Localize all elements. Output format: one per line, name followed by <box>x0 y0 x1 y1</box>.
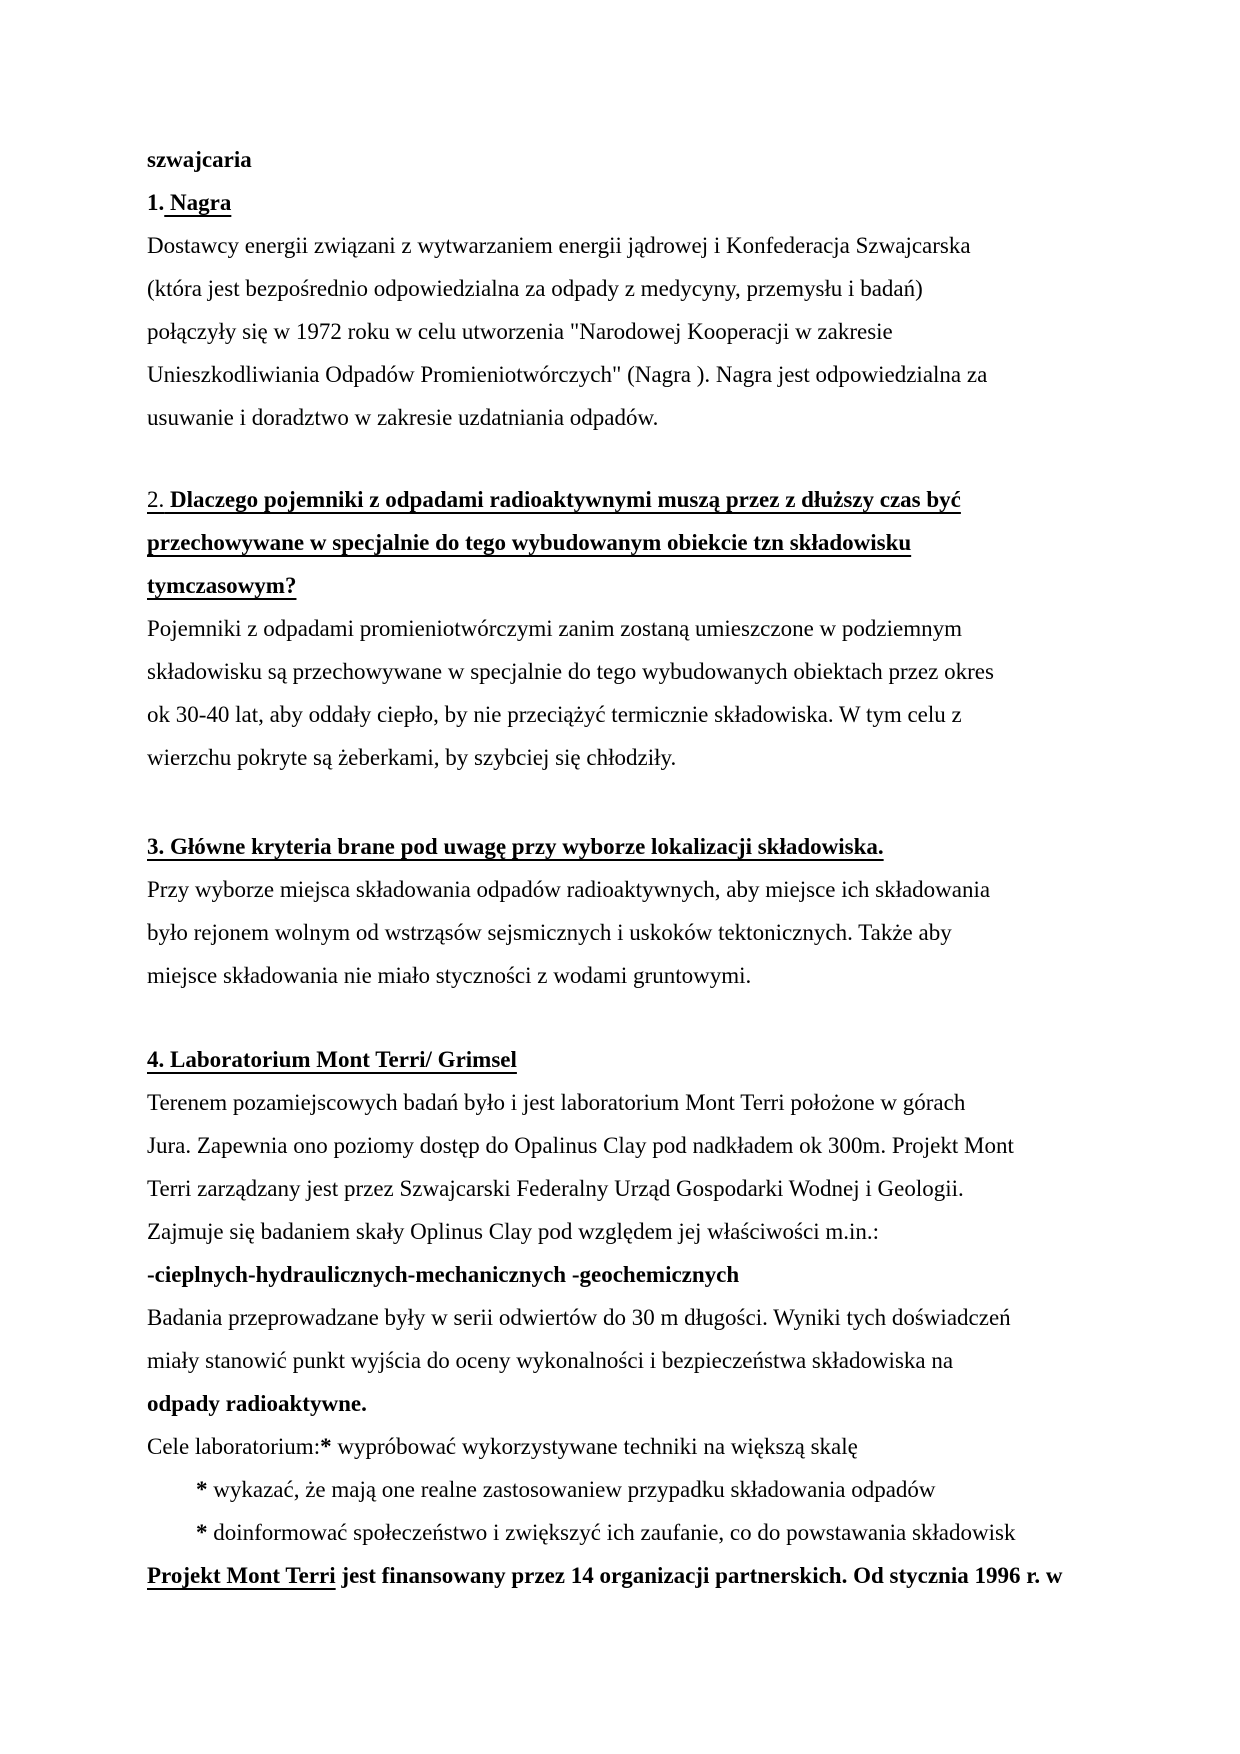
section-3-heading <box>147 825 1110 868</box>
heading-title: Nagra <box>164 190 232 215</box>
section-2-paragraph <box>147 607 1110 779</box>
asterisk-marker: * <box>196 1520 208 1545</box>
goal-item <box>147 1511 1110 1554</box>
section-4-heading <box>147 1038 1110 1081</box>
doc-title: szwajcaria <box>147 147 252 172</box>
goals-intro-line <box>147 1425 1110 1468</box>
paragraph-line: usuwanie i doradztwo w zakresie uzdatniania odpadów. <box>147 405 659 430</box>
section-4-paragraph <box>147 1081 1110 1253</box>
goals-label: Cele laboratorium: <box>147 1434 321 1459</box>
asterisk-marker: * <box>320 1434 332 1459</box>
paragraph-line: Terri zarządzany jest przez Szwajcarski Federalny Urząd Gospodarki Wodnej i Geologii. <box>147 1176 964 1201</box>
paragraph-line: Przy wyborze miejsca składowania odpadów radioaktywnych, aby miejsce ich składowania <box>147 877 991 902</box>
paragraph-line: połączyły się w 1972 roku w celu utworzenia "Narodowej Kooperacji w zakresie <box>147 319 893 344</box>
section-1-heading <box>147 181 1110 224</box>
paragraph-line: miejsce składowania nie miało styczności z wodami gruntowymi. <box>147 963 752 988</box>
heading-title: 4. Laboratorium Mont Terri/ Grimsel <box>147 1047 517 1072</box>
heading-line <box>147 521 1110 564</box>
paragraph-line-bold: odpady radioaktywne. <box>147 1391 367 1416</box>
goal-item <box>147 1468 1110 1511</box>
paragraph-line: Zajmuje się badaniem skały Oplinus Clay pod względem jej właściwości m.in.: <box>147 1219 880 1244</box>
asterisk-marker: * <box>196 1477 208 1502</box>
section-3-paragraph <box>147 868 1110 997</box>
paragraph-line: miały stanowić punkt wyjścia do oceny wykonalności i bezpieczeństwa składowiska na <box>147 1348 954 1373</box>
funding-text: jest finansowany przez 14 organizacji partnerskich. Od stycznia 1996 r. w <box>335 1563 1063 1588</box>
paragraph-line: Badania przeprowadzane były w serii odwiertów do 30 m długości. Wyniki tych doświadczeń <box>147 1305 1011 1330</box>
section-1-paragraph <box>147 224 1110 439</box>
paragraph-line: Dostawcy energii związani z wytwarzaniem energii jądrowej i Konfederacja Szwajcarska <box>147 233 971 258</box>
research-paragraph <box>147 1296 1110 1425</box>
heading-line <box>147 478 1110 521</box>
heading-line <box>147 564 1110 607</box>
goal-text: wypróbować wykorzystywane techniki na większą skalę <box>331 1434 858 1459</box>
paragraph-line: wierzchu pokryte są żeberkami, by szybciej się chłodziły. <box>147 745 677 770</box>
heading-title: przechowywane w specjalnie do tego wybudowanym obiekcie tzn składowisku <box>147 530 912 555</box>
paragraph-line: Pojemniki z odpadami promieniotwórczymi zanim zostaną umieszczone w podziemnym <box>147 616 962 641</box>
section-2-heading <box>147 478 1110 607</box>
goal-text: doinformować społeczeństwo i zwiększyć ich zaufanie, co do powstawania składowisk <box>207 1520 1016 1545</box>
paragraph-line: składowisku są przechowywane w specjalnie do tego wybudowanych obiektach przez okres <box>147 659 994 684</box>
rock-properties-line: -cieplnych-hydraulicznych-mechanicznych -geochemicznych <box>147 1262 740 1287</box>
heading-title: tymczasowym? <box>147 573 297 598</box>
funding-line <box>147 1554 1110 1597</box>
paragraph-line: Terenem pozamiejscowych badań było i jest laboratorium Mont Terri położone w górach <box>147 1090 966 1115</box>
heading-number: 1. <box>147 190 165 215</box>
paragraph-line: ok 30-40 lat, aby oddały ciepło, by nie przeciążyć termicznie składowiska. W tym celu z <box>147 702 962 727</box>
project-mont-terri-label: Projekt Mont Terri <box>147 1563 336 1588</box>
goal-text: wykazać, że mają one realne zastosowaniew przypadku składowania odpadów <box>207 1477 936 1502</box>
paragraph-line: (która jest bezpośrednio odpowiedzialna za odpady z medycyny, przemysłu i badań) <box>147 276 923 301</box>
paragraph-line: Unieszkodliwiania Odpadów Promieniotwórczych" (Nagra ). Nagra jest odpowiedzialna za <box>147 362 988 387</box>
heading-title: 3. Główne kryteria brane pod uwagę przy wyborze lokalizacji składowiska. <box>147 834 884 859</box>
paragraph-line: Jura. Zapewnia ono poziomy dostęp do Opalinus Clay pod nadkładem ok 300m. Projekt Mont <box>147 1133 1014 1158</box>
heading-title: Dlaczego pojemniki z odpadami radioaktywnymi muszą przez z dłuższy czas być <box>164 487 961 512</box>
paragraph-line: było rejonem wolnym od wstrząsów sejsmicznych i uskoków tektonicznych. Także aby <box>147 920 952 945</box>
heading-number: 2. <box>147 487 165 512</box>
